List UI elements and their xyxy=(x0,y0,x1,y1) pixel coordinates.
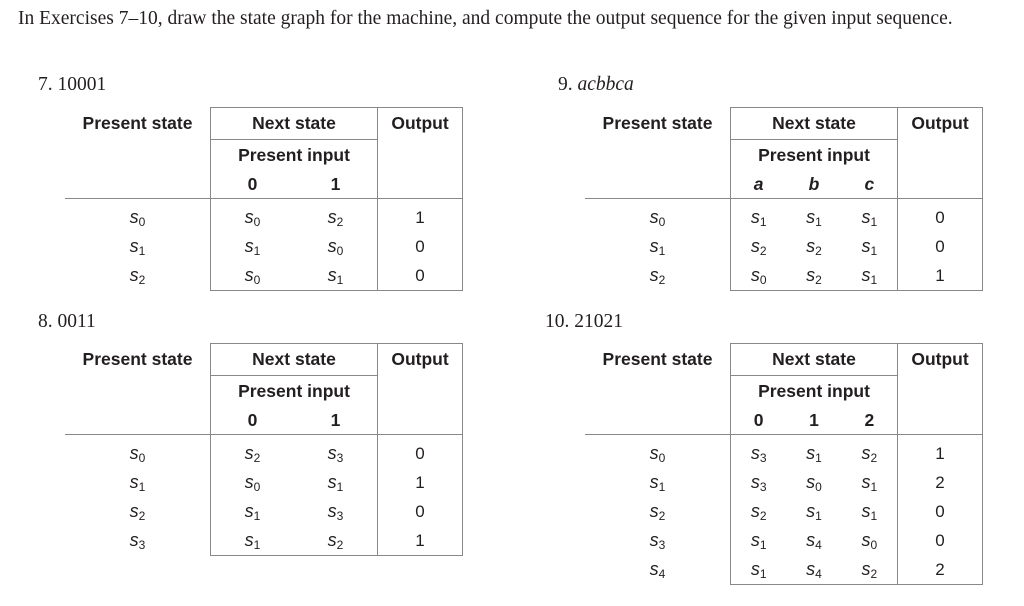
table-row xyxy=(65,526,463,556)
header-row xyxy=(585,140,983,171)
next-state-cell: $s_0$ xyxy=(327,235,344,258)
output-cell: 0 xyxy=(898,232,983,261)
output-cell: 1 xyxy=(898,261,983,291)
next-state-cell: $s_4$ xyxy=(806,529,822,552)
output-cell: 0 xyxy=(378,435,463,469)
table-row xyxy=(585,526,983,555)
present-state-cell: $s_4$ xyxy=(649,558,666,581)
next-state-cell: $s_1$ xyxy=(244,235,261,258)
exercise-label xyxy=(38,311,96,333)
table-row xyxy=(585,468,983,497)
next-state-cell: $s_0$ xyxy=(750,264,767,287)
next-state-cell: $s_1$ xyxy=(806,500,822,523)
output-header: Output xyxy=(898,108,983,140)
output-header: Output xyxy=(378,108,463,140)
header-row xyxy=(585,344,983,376)
next-state-header: Next state xyxy=(731,108,898,140)
present-state-cell: $s_0$ xyxy=(129,442,146,465)
next-state-cell: $s_1$ xyxy=(750,206,767,229)
next-state-cell: $s_1$ xyxy=(806,206,822,229)
present-state-cell: $s_1$ xyxy=(649,471,666,494)
table-row xyxy=(585,261,983,291)
present-input-header: Present input xyxy=(731,376,898,407)
exercise-label xyxy=(545,311,623,333)
present-state-cell: $s_2$ xyxy=(649,500,666,523)
present-state-header: Present state xyxy=(602,113,713,133)
state-table xyxy=(585,107,983,291)
next-state-cell: $s_1$ xyxy=(861,206,878,229)
next-state-cell: $s_1$ xyxy=(861,235,878,258)
exercise-number: 10. xyxy=(545,311,570,332)
instructions-text: In Exercises 7–10, draw the state graph for the machine, and compute the output sequence for the given input sequence. xyxy=(18,8,953,29)
next-state-cell: $s_2$ xyxy=(750,500,767,523)
state-table xyxy=(585,343,983,585)
exercise-label xyxy=(38,74,106,96)
next-state-cell: $s_2$ xyxy=(806,264,822,287)
table-row xyxy=(585,497,983,526)
output-cell: 1 xyxy=(378,468,463,497)
input-symbol: 2 xyxy=(864,409,875,430)
header-row xyxy=(65,140,463,171)
next-state-cell: $s_2$ xyxy=(806,235,822,258)
output-cell: 0 xyxy=(898,199,983,233)
present-state-cell: $s_0$ xyxy=(649,206,666,229)
next-state-cell: $s_0$ xyxy=(244,264,261,287)
table-row xyxy=(585,435,983,469)
present-state-cell: $s_0$ xyxy=(649,442,666,465)
input-symbol: a xyxy=(753,173,764,194)
header-row xyxy=(65,376,463,407)
next-state-cell: $s_1$ xyxy=(750,529,767,552)
output-cell: 1 xyxy=(378,199,463,233)
state-table xyxy=(65,107,463,291)
input-sequence: acbbca xyxy=(577,74,634,95)
table-row xyxy=(585,555,983,585)
output-cell: 0 xyxy=(378,497,463,526)
next-state-cell: $s_2$ xyxy=(750,235,767,258)
present-state-cell: $s_3$ xyxy=(129,529,146,552)
table-row xyxy=(585,199,983,233)
exercise-number: 9. xyxy=(558,74,573,95)
input-symbol: 0 xyxy=(247,409,258,430)
next-state-cell: $s_2$ xyxy=(861,558,878,581)
present-state-header: Present state xyxy=(82,113,193,133)
present-input-header: Present input xyxy=(211,140,378,171)
table-row xyxy=(65,497,463,526)
output-header: Output xyxy=(898,344,983,376)
input-symbols-row xyxy=(585,406,983,435)
input-symbols-row xyxy=(585,170,983,199)
output-header: Output xyxy=(378,344,463,376)
output-cell: 0 xyxy=(898,526,983,555)
present-state-cell: $s_2$ xyxy=(129,264,146,287)
next-state-cell: $s_3$ xyxy=(327,500,344,523)
next-state-header: Next state xyxy=(731,344,898,376)
next-state-cell: $s_2$ xyxy=(861,442,878,465)
table-row xyxy=(65,232,463,261)
input-symbols-row xyxy=(65,170,463,199)
output-cell: 1 xyxy=(378,526,463,556)
output-cell: 1 xyxy=(898,435,983,469)
input-symbol: b xyxy=(808,173,820,194)
present-state-cell: $s_1$ xyxy=(129,471,146,494)
next-state-cell: $s_1$ xyxy=(327,471,344,494)
present-input-header: Present input xyxy=(211,376,378,407)
next-state-cell: $s_3$ xyxy=(327,442,344,465)
header-row xyxy=(65,344,463,376)
input-symbol: 1 xyxy=(809,409,819,430)
next-state-cell: $s_3$ xyxy=(750,442,767,465)
next-state-cell: $s_0$ xyxy=(244,206,261,229)
input-sequence: 21021 xyxy=(574,311,623,332)
present-state-cell: $s_3$ xyxy=(649,529,666,552)
present-input-header: Present input xyxy=(731,140,898,171)
output-cell: 0 xyxy=(378,232,463,261)
present-state-header: Present state xyxy=(82,349,193,369)
output-cell: 0 xyxy=(378,261,463,291)
input-symbol: 1 xyxy=(330,409,341,430)
input-symbol: c xyxy=(864,173,875,194)
exercise-label xyxy=(558,74,634,96)
input-symbol: 0 xyxy=(753,409,764,430)
header-row xyxy=(585,376,983,407)
present-state-cell: $s_1$ xyxy=(649,235,666,258)
present-state-cell: $s_0$ xyxy=(129,206,146,229)
state-table xyxy=(65,343,463,556)
exercise-number: 7. xyxy=(38,74,53,95)
next-state-cell: $s_4$ xyxy=(806,558,822,581)
present-state-cell: $s_1$ xyxy=(129,235,146,258)
next-state-cell: $s_1$ xyxy=(244,529,261,552)
input-symbol: 0 xyxy=(247,173,258,194)
output-cell: 2 xyxy=(898,468,983,497)
exercise-number: 8. xyxy=(38,311,53,332)
table-row xyxy=(65,435,463,469)
table-row xyxy=(65,199,463,233)
next-state-cell: $s_1$ xyxy=(244,500,261,523)
present-state-cell: $s_2$ xyxy=(649,264,666,287)
next-state-cell: $s_0$ xyxy=(244,471,261,494)
output-cell: 0 xyxy=(898,497,983,526)
next-state-cell: $s_1$ xyxy=(861,471,878,494)
table-row xyxy=(65,261,463,291)
input-sequence: 10001 xyxy=(57,74,107,95)
output-cell: 2 xyxy=(898,555,983,585)
next-state-cell: $s_0$ xyxy=(861,529,878,552)
next-state-cell: $s_1$ xyxy=(861,264,878,287)
next-state-cell: $s_1$ xyxy=(327,264,344,287)
present-state-cell: $s_2$ xyxy=(129,500,146,523)
next-state-cell: $s_1$ xyxy=(750,558,767,581)
input-sequence: 0011 xyxy=(57,311,96,332)
input-symbol: 1 xyxy=(330,173,341,194)
next-state-cell: $s_1$ xyxy=(806,442,822,465)
table-row xyxy=(585,232,983,261)
input-symbols-row xyxy=(65,406,463,435)
next-state-cell: $s_3$ xyxy=(750,471,767,494)
next-state-cell: $s_1$ xyxy=(861,500,878,523)
next-state-cell: $s_2$ xyxy=(244,442,261,465)
next-state-cell: $s_2$ xyxy=(327,206,344,229)
next-state-cell: $s_2$ xyxy=(327,529,344,552)
header-row xyxy=(65,108,463,140)
next-state-header: Next state xyxy=(211,108,378,140)
next-state-cell: $s_0$ xyxy=(806,471,822,494)
present-state-header: Present state xyxy=(602,349,713,369)
header-row xyxy=(585,108,983,140)
next-state-header: Next state xyxy=(211,344,378,376)
table-row xyxy=(65,468,463,497)
